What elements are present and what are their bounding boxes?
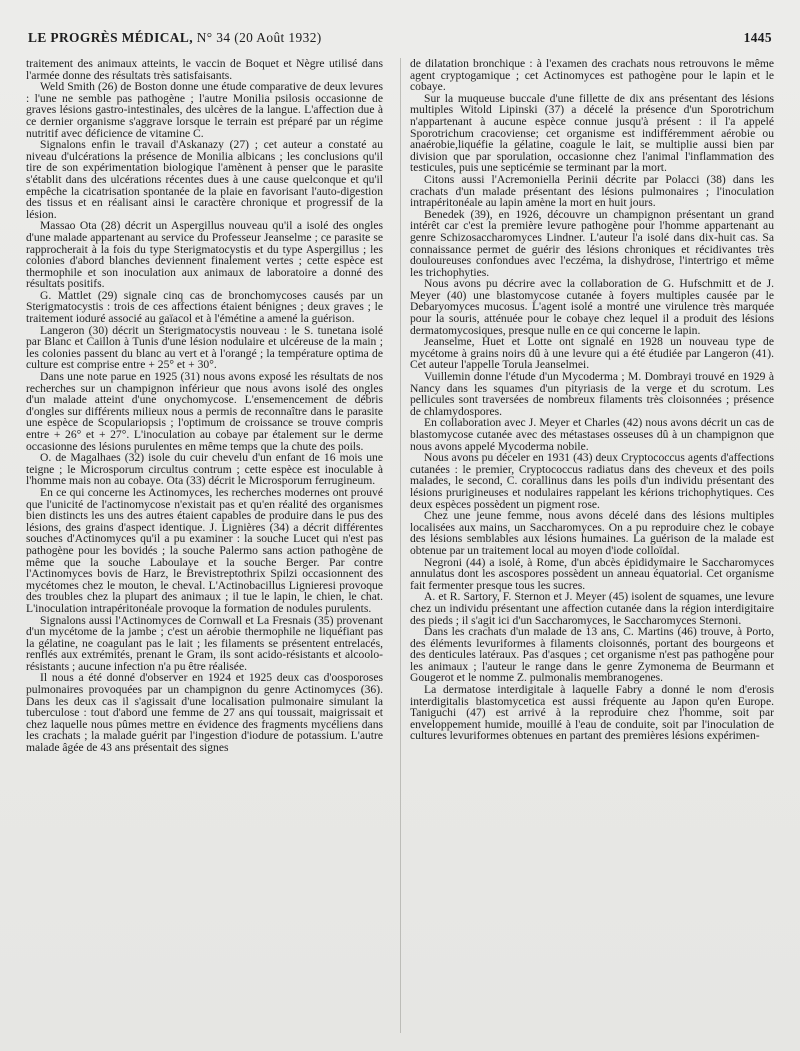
paragraph: de dilatation bronchique : à l'examen des crachats nous retrouvons le même agent cryptogamique ; cet Actinomyces est pathogène pour le lapin et le cobaye. bbox=[410, 58, 774, 94]
paragraph: Nous avons pu déceler en 1931 (43) deux Cryptococcus agents d'affections cutanées : le premier, Cryptococcus radiatus dans des cheveux et des poils malades, le second, C. corallinus dans les poils d'un individu présentant des lésions prurigineuses et nodulaires rappelant les kérions trichophytiques. Ces deux espèces possèdent un pigment rose. bbox=[410, 451, 774, 511]
paragraph: Signalons aussi l'Actinomyces de Cornwall et La Fresnais (35) provenant d'un mycétome de la jambe ; c'est un aérobie thermophile ne liquéfiant pas la gélatine, ne coagulant pas le lait ; les filaments se présentent entrelacés, renflés aux extrémités, prenant le Gram, ils sont acido-résistants et alcoolo-résistants ; aucune infection n'a pu être réalisée. bbox=[26, 613, 383, 673]
page-number: 1445 bbox=[743, 30, 772, 45]
paragraph: Sur la muqueuse buccale d'une fillette de dix ans présentant des lésions multiples Witold Lipinski (37) a décelé la présence d'un Sporotrichum n'appartenant à aucune espèce connue jusqu'à présent : il l'a appelé Sporotrichum cracoviense; cet organisme est indifféremment aérobie ou anaérobie,liquéfie la gélatine, coagule le lait, se multiplie aussi bien par division que par sporulation, occasionne chez l'animal l'inflammation des testicules, puis une septicémie se terminant par la mort. bbox=[410, 91, 774, 175]
paragraph: Weld Smith (26) de Boston donne une étude comparative de deux levures : l'une ne semble pas pathogène ; l'autre Monilia psilosis occasionne de graves lésions gastro-intestinales, des ulcères de la langue. L'affection due à ce dernier organisme s'aggrave lorsque le terrain est préparé par un régime nutritif avec déficience de vitamine C. bbox=[26, 80, 383, 140]
issue-date: N° 34 (20 Août 1932) bbox=[196, 30, 322, 45]
paragraph: En ce qui concerne les Actinomyces, les recherches modernes ont prouvé que l'unicité de l'actinomycose n'existait pas et qu'en réalité des organismes bien distincts les uns des autres étaient capables de produire dans le pus des lésions, des grains d'aspect identique. J. Lignières (34) a décrit différentes souches d'Actinomyces qu'il a pu examiner : la souche Lucet qui n'est pas pathogène pour les bovidés ; la souche Palermo sans action pathogène de même que la souche Laboulaye et la souche Berger. Par contre l'Actinomyces bovis de Harz, le Brevistreptothrix Spilzi occasionnent des mycétomes chez le mouton, le cheval. L'Actinobacillus Lignieresi provoque des troubles chez la plupart des animaux ; il tue le lapin, le chien, le chat. L'inoculation intrapéritonéale provoque la formation de nodules purulents. bbox=[26, 485, 383, 615]
paragraph: Massao Ota (28) décrit un Aspergillus nouveau qu'il a isolé des ongles d'une malade appartenant au service du Professeur Jeanselme ; ce parasite se rapprocherait à la fois du type Sterigmatocystis et du type Aspergillus ; les colonies d'abord blanches deviennent finalement vertes ; cette espèce est thermophile et son inoculation aux animaux de laboratoire a donné des résultats positifs. bbox=[26, 219, 383, 291]
paragraph: Langeron (30) décrit un Sterigmatocystis nouveau : le S. tunetana isolé par Blanc et Caillon à Tunis d'une lésion nodulaire et ulcéreuse de la main ; les colonies passent du blanc au vert et à l'orangé ; la température optima de culture est comprise entre + 25° et + 30°. bbox=[26, 323, 383, 372]
right-column bbox=[400, 58, 774, 1033]
paragraph: Dans les crachats d'un malade de 13 ans, C. Martins (46) trouve, à Porto, des éléments levuriformes à filaments cloisonnés, portant des bourgeons et des denticules latéraux. Pas d'asques ; cet organisme n'est pas pathogène pour les animaux ; l'auteur le range dans le genre Zymonema de Beurmann et Gougerot et le nomme Z. pulmonalis membranogenes. bbox=[410, 625, 774, 685]
paragraph: Signalons enfin le travail d'Askanazy (27) ; cet auteur a constaté au niveau d'ulcérations la présence de Monilia albicans ; les conclusions qu'il tire de son expérimentation biologique l'amènent à penser que le parasite s'établit dans des ulcérations récentes dues à une cause quelconque et qu'il empêche la cicatrisation spontanée de la plaie en favorisant l'auto-digestion des tissus et en réalisant ainsi le caractère chronique et progressif de la lésion. bbox=[26, 138, 383, 221]
paragraph: Nous avons pu décrire avec la collaboration de G. Hufschmitt et de J. Meyer (40) une blastomycose cutanée à foyers multiples causée par le Debaryomyces mucosus. L'agent isolé a montré une virulence très marquée pour la souris, atténuée pour le cobaye chez lequel il a produit des lésions dermatomycosiques, presque nulle en ce qui concerne le lapin. bbox=[410, 277, 774, 337]
paragraph: O. de Magalhaes (32) isole du cuir chevelu d'un enfant de 16 mois une teigne ; le Microsporum circultus contrum ; cette espèce est inoculable à l'homme mais non au cobaye. Ota (33) décrit le Microsporum ferrugineum. bbox=[26, 451, 383, 488]
text-columns bbox=[26, 58, 774, 1033]
paragraph: Chez une jeune femme, nous avons décelé dans des lésions multiples localisées aux mains, un Saccharomyces. On a pu reproduire chez le cobaye des lésions semblables aux lésions humaines. La guérison de la malade est obtenue par un traitement local au moyen d'iode colloïdal. bbox=[410, 509, 774, 557]
paragraph: En collaboration avec J. Meyer et Charles (42) nous avons décrit un cas de blastomycose cutanée avec des métastases osseuses dû à un champignon que nous avons appelé Mycoderma nobile. bbox=[410, 416, 774, 453]
paragraph: A. et R. Sartory, F. Sternon et J. Meyer (45) isolent de squames, une levure chez un individu présentant une affection cutanée dans la région interdigitaire des pieds ; il s'agit ici d'un Saccharomyces, le Saccharomyces Sternoni. bbox=[410, 590, 774, 627]
paragraph: G. Mattlet (29) signale cinq cas de bronchomycoses causés par un Sterigmatocystis : trois de ces affections étaient bénignes ; deux graves ; le traitement ioduré associé au gaïacol et à l'émétine a amené la guérison. bbox=[26, 288, 383, 326]
paragraph: Negroni (44) a isolé, à Rome, d'un abcès épididymaire le Saccharomyces annulatus dont les ascospores possèdent un anneau équatorial. Cet organisme fait fermenter presque tous les sucres. bbox=[410, 555, 774, 592]
running-header bbox=[28, 30, 772, 52]
paragraph: Dans une note parue en 1925 (31) nous avons exposé les résultats de nos recherches sur un champignon inférieur que nous avons isolé des ongles d'un malade atteint d'une onychomycose. L'ensemencement de débris d'ongles sur différents milieux nous a permis de reconnaître dans le parasite une espèce de Scopulariopsis ; l'optimum de croissance se trouve compris entre + 26° et + 27°. L'inoculation au cobaye par étalement sur le derme occasionne des lésions purulentes en même temps que la chute des poils. bbox=[26, 370, 383, 453]
left-column bbox=[26, 58, 383, 1033]
paragraph: Il nous a été donné d'observer en 1924 et 1925 deux cas d'oosporoses pulmonaires provoquées par un champignon du genre Actinomyces (36). Dans les deux cas il s'agissait d'une localisation pulmonaire simulant la tuberculose : tout d'abord une femme de 27 ans qui toussait, maigrissait et chez laquelle nous pûmes mettre en évidence des fragments mycéliens dans les crachats ; la malade guérit par l'ingestion d'iodure de potassium. L'autre malade âgée de 43 ans présentait des signes bbox=[26, 671, 383, 755]
paragraph: traitement des animaux atteints, le vaccin de Boquet et Nègre utilisé dans l'armée donne des résultats très satisfaisants. bbox=[26, 58, 383, 82]
paragraph: La dermatose interdigitale à laquelle Fabry a donné le nom d'erosis interdigitalis blastomycetica est aussi fréquente au Japon qu'en Europe. Taniguchi (47) est arrivé à la reproduire chez l'homme, soit par enveloppement humide, mouillé à l'eau de conduite, soit par l'inoculation de cultures levuriformes obtenues en partant des premières lésions expérimen- bbox=[410, 683, 774, 743]
paragraph: Vuillemin donne l'étude d'un Mycoderma ; M. Dombrayi trouvé en 1929 à Nancy dans les squames d'un pityriasis de la verge et du scrotum. Les pellicules sont traversées de nombreux filaments très cloisonnées ; présence de chlamydospores. bbox=[410, 370, 774, 418]
paragraph: Citons aussi l'Acremoniella Perinii décrite par Polacci (38) dans les crachats d'un malade présentant des lésions pulmonaires ; l'inoculation intrapéritonéale au lapin amène la mort en huit jours. bbox=[410, 172, 774, 210]
paragraph: Jeanselme, Huet et Lotte ont signalé en 1928 un nouveau type de mycétome à grains noirs dû à une levure qui a été étudiée par Langeron (41). Cet auteur l'appelle Torula Jeanselmei. bbox=[410, 335, 774, 372]
paragraph: Benedek (39), en 1926, découvre un champignon présentant un grand intérêt car c'est la première levure pathogène pour l'homme appartenant au genre Schizosaccharomyces Lindner. L'auteur l'a isolé dans dix-huit cas. Sa connaissance permet de guérir des lésions chroniques et récidivantes très douloureuses confondues avec l'eczéma, la dishydrose, l'intertrigo et même les trichophyties. bbox=[410, 207, 774, 279]
journal-title: LE PROGRÈS MÉDICAL, N° 34 (20 Août 1932) bbox=[28, 30, 322, 45]
